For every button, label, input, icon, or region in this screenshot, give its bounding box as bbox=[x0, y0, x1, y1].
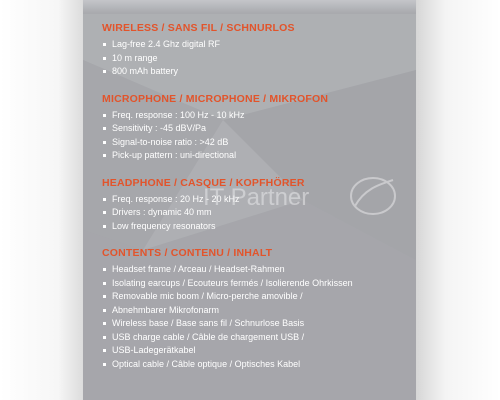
watermark-logo bbox=[203, 172, 403, 222]
spec-panel bbox=[83, 0, 416, 400]
bullet-icon bbox=[103, 198, 106, 201]
item-text: Isolating earcups / Ecouteurs fermés / Isolierende Ohrkissen bbox=[112, 277, 353, 288]
item-text: USB charge cable / Câble de chargement USB / bbox=[112, 331, 305, 342]
item-text: Headset frame / Arceau / Headset-Rahmen bbox=[112, 264, 285, 274]
item-text: 10 m range bbox=[112, 52, 158, 63]
list-item bbox=[102, 290, 407, 304]
list-item bbox=[102, 358, 407, 372]
list-item bbox=[102, 52, 407, 66]
section-heading: MICROPHONE / MICROPHONE / MIKROFON bbox=[102, 92, 329, 105]
bullet-icon bbox=[103, 363, 106, 366]
item-text: USB-Ladegerätkabel bbox=[112, 345, 196, 355]
list-item bbox=[102, 331, 407, 345]
list-item bbox=[102, 304, 407, 318]
item-text: Drivers : dynamic 40 mm bbox=[112, 207, 212, 217]
list-item bbox=[102, 149, 407, 163]
bullet-icon bbox=[103, 127, 106, 130]
item-text: Low frequency resonators bbox=[112, 220, 216, 231]
item-text: Pick-up pattern : uni-directional bbox=[112, 150, 237, 160]
item-list bbox=[102, 38, 407, 79]
watermark-swoosh-icon bbox=[355, 180, 393, 206]
list-item bbox=[102, 344, 407, 358]
bullet-icon bbox=[103, 225, 106, 228]
bullet-icon bbox=[103, 322, 106, 325]
bullet-icon bbox=[103, 309, 106, 312]
bullet-icon bbox=[103, 211, 106, 214]
item-text: Optical cable / Câble optique / Optisches Kabel bbox=[112, 358, 301, 369]
item-text: Lag-free 2.4 Ghz digital RF bbox=[112, 39, 221, 49]
bullet-icon bbox=[103, 336, 106, 339]
item-list bbox=[102, 263, 407, 371]
bullet-icon bbox=[103, 268, 106, 271]
list-item bbox=[102, 109, 407, 123]
list-item bbox=[102, 136, 407, 150]
section-heading: HEADPHONE / CASQUE / KOPFHÖRER bbox=[102, 176, 305, 189]
section-heading: CONTENTS / CONTENU / INHALT bbox=[102, 247, 273, 259]
bullet-icon bbox=[103, 295, 106, 298]
item-text: Abnehmbarer Mikrofonarm bbox=[112, 304, 220, 315]
item-list bbox=[102, 109, 407, 163]
bullet-icon bbox=[103, 154, 106, 157]
bullet-icon bbox=[103, 349, 106, 352]
bullet-icon bbox=[103, 70, 106, 73]
item-text: Wireless base / Base sans fil / Schnurlose Basis bbox=[112, 318, 305, 328]
bullet-icon bbox=[103, 43, 106, 46]
list-item bbox=[102, 122, 407, 136]
bullet-icon bbox=[103, 57, 106, 60]
item-text: 800 mAh battery bbox=[112, 66, 179, 76]
bullet-icon bbox=[103, 282, 106, 285]
item-text: Sensitivity : -45 dBV/Pa bbox=[112, 123, 207, 133]
item-text: Signal-to-noise ratio : >42 dB bbox=[112, 136, 229, 147]
list-item bbox=[102, 65, 407, 79]
list-item bbox=[102, 38, 407, 52]
watermark-swirl-icon bbox=[351, 178, 395, 214]
section-wireless bbox=[102, 22, 407, 79]
item-text: Freq. response : 20 Hz - 20 kHz bbox=[112, 193, 240, 204]
section-contents bbox=[102, 247, 407, 371]
list-item bbox=[102, 317, 407, 331]
item-text: Removable mic boom / Micro-perche amovible / bbox=[112, 291, 303, 301]
list-item bbox=[102, 263, 407, 277]
item-text: Freq. response : 100 Hz - 10 kHz bbox=[112, 109, 245, 120]
bullet-icon bbox=[103, 141, 106, 144]
bullet-icon bbox=[103, 114, 106, 117]
section-microphone bbox=[102, 93, 407, 163]
background-right bbox=[416, 0, 500, 400]
background-left bbox=[0, 0, 83, 400]
section-heading: WIRELESS / SANS FIL / SCHNURLOS bbox=[102, 22, 295, 34]
list-item bbox=[102, 277, 407, 291]
watermark-text: IT Partner bbox=[203, 184, 310, 211]
